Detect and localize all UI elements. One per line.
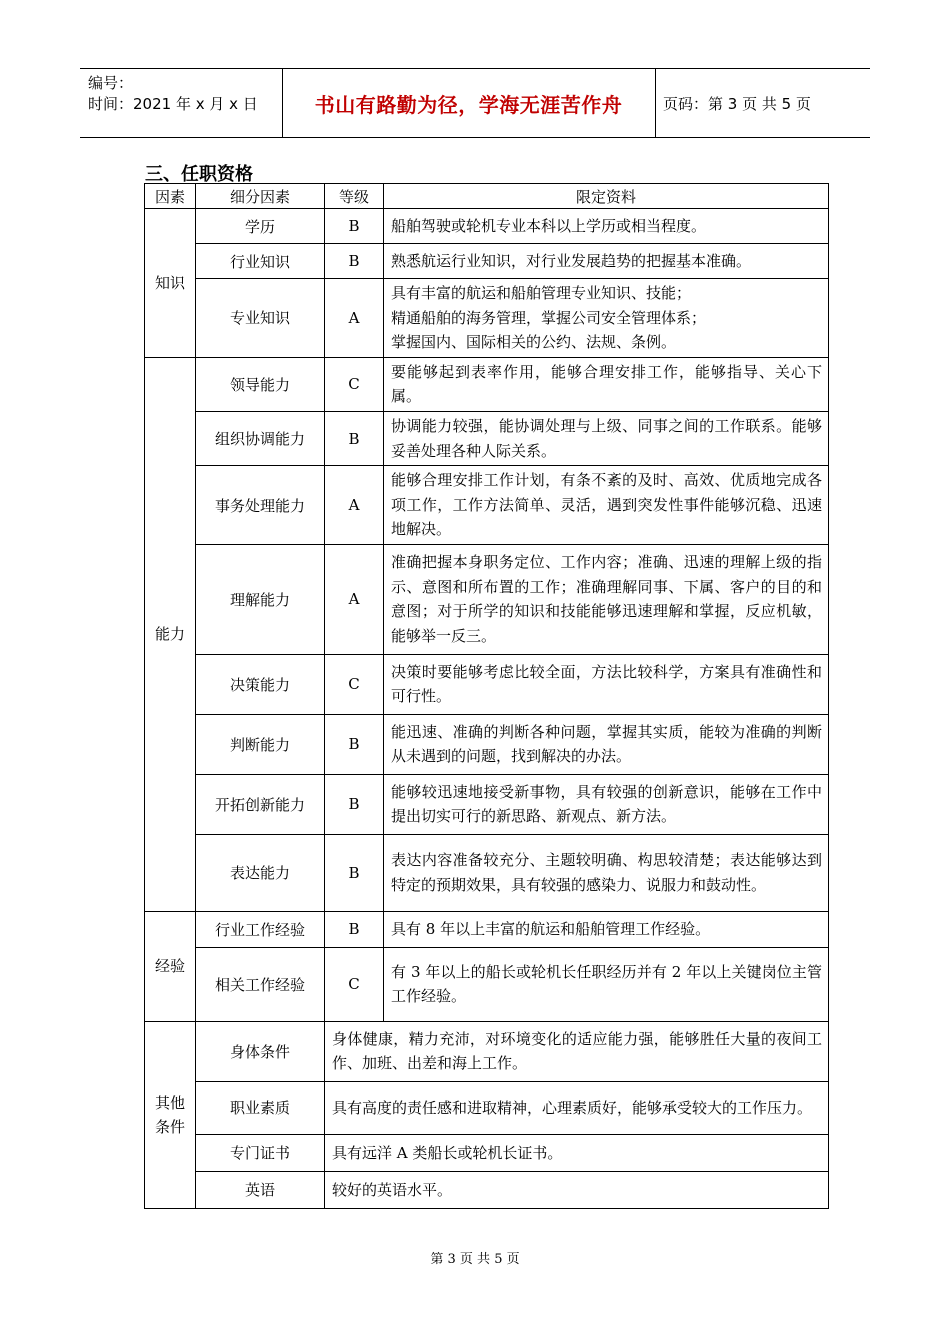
subfactor-cell: 学历 <box>196 209 325 244</box>
header-page-number: 页码：第 3 页 共 5 页 <box>663 95 811 113</box>
grade-cell: B <box>325 209 384 244</box>
section-title: 三、任职资格 <box>145 164 253 185</box>
grade-cell: C <box>325 947 384 1021</box>
table-row <box>145 911 829 947</box>
header-motto: 书山有路勤为径，学海无涯苦作舟 <box>314 93 623 117</box>
table-body <box>145 209 829 1209</box>
subfactor-cell: 事务处理能力 <box>196 466 325 545</box>
header-divider <box>655 69 656 137</box>
subfactor-cell: 组织协调能力 <box>196 411 325 465</box>
table-header-row <box>145 184 829 209</box>
details-cell: 较好的英语水平。 <box>325 1171 829 1208</box>
document-date: 时间：2021 年 x 月 x 日 <box>88 95 258 113</box>
details-cell: 要能够起到表率作用，能够合理安排工作，能够指导、关心下属。 <box>384 357 829 411</box>
subfactor-cell: 相关工作经验 <box>196 947 325 1021</box>
subfactor-cell: 开拓创新能力 <box>196 774 325 834</box>
grade-cell: B <box>325 244 384 279</box>
column-header-factor: 因素 <box>145 184 196 209</box>
table-row <box>145 714 829 774</box>
table-row <box>145 947 829 1021</box>
subfactor-cell: 决策能力 <box>196 654 325 714</box>
table-row <box>145 1081 829 1134</box>
table-row <box>145 357 829 411</box>
table-row <box>145 466 829 545</box>
factor-cell: 能力 <box>145 357 196 911</box>
details-cell: 船舶驾驶或轮机专业本科以上学历或相当程度。 <box>384 209 829 244</box>
details-cell: 具有丰富的航运和船舶管理专业知识、技能； 精通船舶的海务管理，掌握公司安全管理体系； 掌握国内、国际相关的公约、法规、条例。 <box>384 279 829 358</box>
subfactor-cell: 理解能力 <box>196 544 325 654</box>
details-cell: 熟悉航运行业知识，对行业发展趋势的把握基本准确。 <box>384 244 829 279</box>
details-cell: 决策时要能够考虑比较全面，方法比较科学，方案具有准确性和可行性。 <box>384 654 829 714</box>
subfactor-cell: 专门证书 <box>196 1134 325 1171</box>
grade-cell: A <box>325 279 384 358</box>
subfactor-cell: 专业知识 <box>196 279 325 358</box>
details-cell: 协调能力较强，能协调处理与上级、同事之间的工作联系。能够妥善处理各种人际关系。 <box>384 411 829 465</box>
subfactor-cell: 身体条件 <box>196 1021 325 1081</box>
page-header <box>80 68 870 138</box>
details-cell: 能迅速、准确的判断各种问题，掌握其实质，能较为准确的判断从未遇到的问题，找到解决的办法。 <box>384 714 829 774</box>
grade-cell: B <box>325 834 384 911</box>
document-number: 编号： <box>88 74 134 92</box>
details-cell: 表达内容准备较充分、主题较明确、构思较清楚；表达能够达到特定的预期效果，具有较强的感染力、说服力和鼓动性。 <box>384 834 829 911</box>
grade-cell: C <box>325 654 384 714</box>
column-header-subfactor: 细分因素 <box>196 184 325 209</box>
grade-cell: A <box>325 544 384 654</box>
subfactor-cell: 表达能力 <box>196 834 325 911</box>
subfactor-cell: 领导能力 <box>196 357 325 411</box>
table-row <box>145 411 829 465</box>
details-cell: 身体健康，精力充沛，对环境变化的适应能力强，能够胜任大量的夜间工作、加班、出差和海上工作。 <box>325 1021 829 1081</box>
table-row <box>145 834 829 911</box>
subfactor-cell: 判断能力 <box>196 714 325 774</box>
details-cell: 具有远洋 A 类船长或轮机长证书。 <box>325 1134 829 1171</box>
factor-cell: 知识 <box>145 209 196 358</box>
column-header-grade: 等级 <box>325 184 384 209</box>
table-row <box>145 209 829 244</box>
subfactor-cell: 行业知识 <box>196 244 325 279</box>
grade-cell: B <box>325 714 384 774</box>
grade-cell: B <box>325 411 384 465</box>
grade-cell: B <box>325 774 384 834</box>
table-row <box>145 244 829 279</box>
subfactor-cell: 行业工作经验 <box>196 911 325 947</box>
grade-cell: A <box>325 466 384 545</box>
header-meta <box>88 73 258 115</box>
table-row <box>145 1134 829 1171</box>
table-row <box>145 774 829 834</box>
factor-cell: 经验 <box>145 911 196 1021</box>
grade-cell: C <box>325 357 384 411</box>
page-footer: 第 3 页 共 5 页 <box>430 1252 520 1267</box>
subfactor-cell: 职业素质 <box>196 1081 325 1134</box>
table-row <box>145 1021 829 1081</box>
qualification-table <box>144 183 829 1209</box>
details-cell: 能够较迅速地接受新事物，具有较强的创新意识，能够在工作中提出切实可行的新思路、新观点、新方法。 <box>384 774 829 834</box>
table-row <box>145 279 829 358</box>
subfactor-cell: 英语 <box>196 1171 325 1208</box>
details-cell: 具有高度的责任感和进取精神，心理素质好，能够承受较大的工作压力。 <box>325 1081 829 1134</box>
table-row <box>145 1171 829 1208</box>
column-header-details: 限定资料 <box>384 184 829 209</box>
details-cell: 有 3 年以上的船长或轮机长任职经历并有 2 年以上关键岗位主管工作经验。 <box>384 947 829 1021</box>
details-cell: 具有 8 年以上丰富的航运和船舶管理工作经验。 <box>384 911 829 947</box>
grade-cell: B <box>325 911 384 947</box>
factor-cell: 其他 条件 <box>145 1021 196 1208</box>
table-row <box>145 544 829 654</box>
details-cell: 准确把握本身职务定位、工作内容；准确、迅速的理解上级的指示、意图和所布置的工作；准确理解同事、下属、客户的目的和意图；对于所学的知识和技能能够迅速理解和掌握，反应机敏，能够举一反三。 <box>384 544 829 654</box>
details-cell: 能够合理安排工作计划，有条不紊的及时、高效、优质地完成各项工作，工作方法简单、灵活，遇到突发性事件能够沉稳、迅速地解决。 <box>384 466 829 545</box>
table-row <box>145 654 829 714</box>
